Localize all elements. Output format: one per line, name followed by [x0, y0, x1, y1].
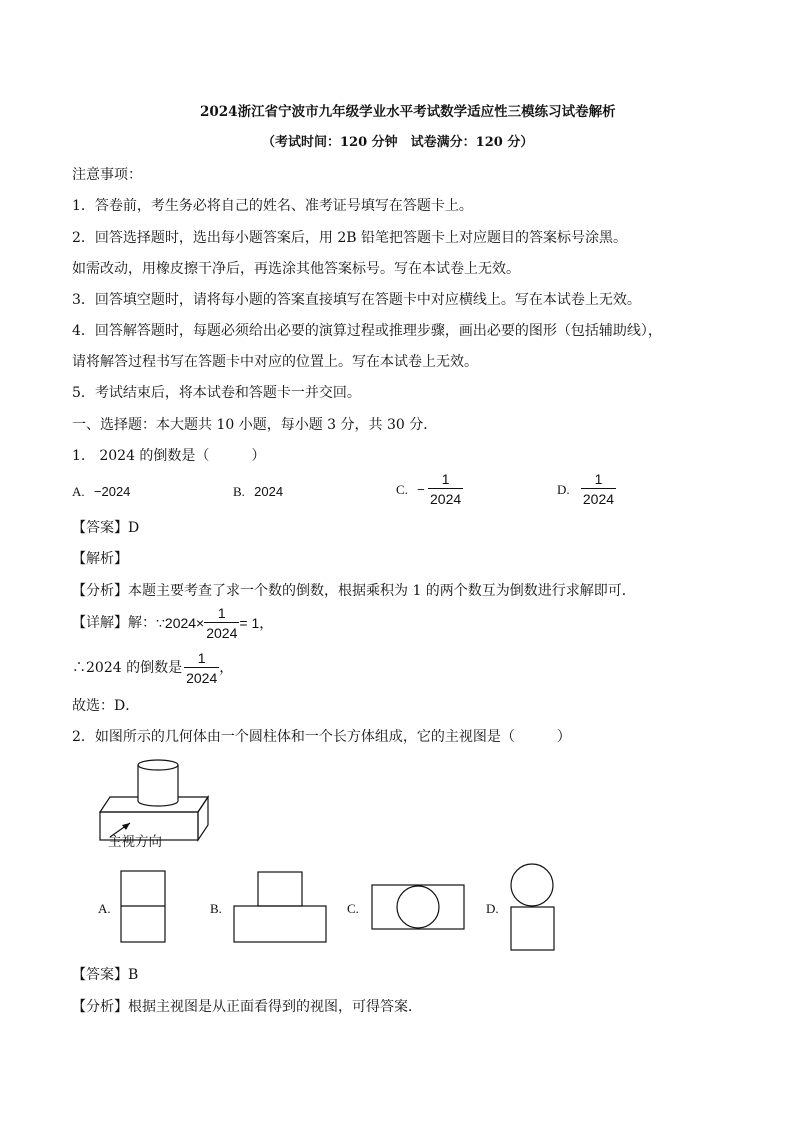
option-c-circle [397, 886, 439, 928]
detail-label: 【详解】解： [72, 615, 156, 631]
question-2-analysis: 【分析】根据主视图是从正面看得到的视图，可得答案． [72, 999, 422, 1015]
option-a-value: −2024 [93, 484, 131, 499]
option-b-value: 2024 [254, 484, 284, 499]
q2-option-c-label: C. [347, 901, 359, 916]
page-title: 2024浙江省宁波市九年级学业水平考试数学适应性三模练习试卷解析 [200, 104, 616, 120]
question-1-answer: 【答案】D [72, 520, 140, 536]
therefore-left: ∴2024 的倒数是 [72, 660, 183, 676]
option-c-label: C. [396, 481, 408, 497]
option-d-circle [511, 864, 553, 906]
notice-item: 如需改动，用橡皮擦干净后，再选涂其他答案标号。写在本试卷上无效。 [72, 261, 520, 277]
notice-item: 2．回答选择题时，选出每小题答案后，用 2B 铅笔把答题卡上对应题目的答案标号涂黑。 [72, 230, 628, 246]
q2-option-d-figure [509, 862, 555, 952]
detail-denominator: 2024 [204, 622, 239, 640]
cylinder-top [138, 760, 178, 770]
option-a-label: A. [72, 484, 85, 499]
question-1-analysis-label: 【解析】 [72, 551, 128, 567]
option-c-numerator: 1 [441, 471, 450, 487]
question-2-answer: 【答案】B [72, 967, 139, 983]
view-direction-caption: 主视方向 [108, 834, 162, 850]
option-d [557, 472, 616, 506]
option-b [233, 485, 283, 498]
option-d-fraction [581, 472, 616, 506]
question-1-detail [72, 606, 273, 640]
option-d-numerator: 1 [594, 471, 603, 487]
option-b-bottom-rect [234, 906, 326, 942]
detail-fraction [204, 606, 239, 640]
therefore-fraction [184, 651, 219, 685]
option-c-sign: − [417, 481, 425, 497]
option-c-denominator: 2024 [428, 488, 463, 506]
option-d-label: D. [557, 481, 570, 497]
arrow-head [122, 823, 130, 830]
option-b-top-rect [258, 872, 302, 906]
q2-option-a-label: A. [98, 901, 111, 916]
q2-option-a-figure [121, 871, 165, 943]
question-1-choice: 故选：D． [72, 698, 140, 714]
therefore-numerator: 1 [197, 650, 206, 666]
q2-option-c-figure [372, 884, 466, 930]
detail-expr-right: = 1， [239, 615, 274, 631]
question-1-analysis: 【分析】本题主要考查了求一个数的倒数，根据乘积为 1 的两个数互为倒数进行求解即可． [72, 583, 636, 599]
q2-option-d-label: D. [486, 901, 499, 916]
notice-item: 5．考试结束后，将本试卷和答题卡一并交回。 [72, 385, 361, 401]
question-1-stem: 1. 2024 的倒数是（ ） [72, 448, 266, 464]
notice-item: 3．回答填空题时，请将每小题的答案直接填写在答题卡中对应横线上。写在本试卷上无效。 [72, 292, 641, 308]
q2-option-b-label: B. [210, 901, 222, 916]
detail-numerator: 1 [217, 605, 226, 621]
therefore-right: ， [219, 660, 234, 676]
option-a [72, 485, 130, 498]
option-d-rect [511, 907, 554, 950]
detail-expr-left: ∵2024× [156, 615, 205, 631]
question-2-stem: 2．如图所示的几何体由一个圆柱体和一个长方体组成，它的主视图是（ ） [72, 729, 571, 745]
therefore-denominator: 2024 [184, 667, 219, 685]
option-c-fraction [428, 472, 463, 506]
notice-item: 4．回答解答题时，每题必须给出必要的演算过程或推理步骤，画出必要的图形（包括辅助线）， [72, 323, 662, 339]
q2-option-b-figure [234, 872, 328, 944]
notice-item: 请将解答过程书写在答题卡中对应的位置上。写在本试卷上无效。 [72, 354, 478, 370]
box-side-face [198, 797, 208, 840]
page-subtitle: （考试时间：120 分钟 试卷满分：120 分） [262, 135, 534, 150]
notice-heading: 注意事项： [72, 167, 142, 183]
option-c-rect [372, 885, 464, 929]
notice-item: 1．答卷前，考生务必将自己的姓名、准考证号填写在答题卡上。 [72, 198, 473, 214]
option-b-label: B. [233, 484, 245, 499]
question-1-therefore [72, 651, 233, 685]
option-c [396, 472, 463, 506]
option-d-denominator: 2024 [581, 488, 616, 506]
section-heading: 一、选择题：本大题共 10 小题，每小题 3 分，共 30 分． [72, 417, 438, 433]
